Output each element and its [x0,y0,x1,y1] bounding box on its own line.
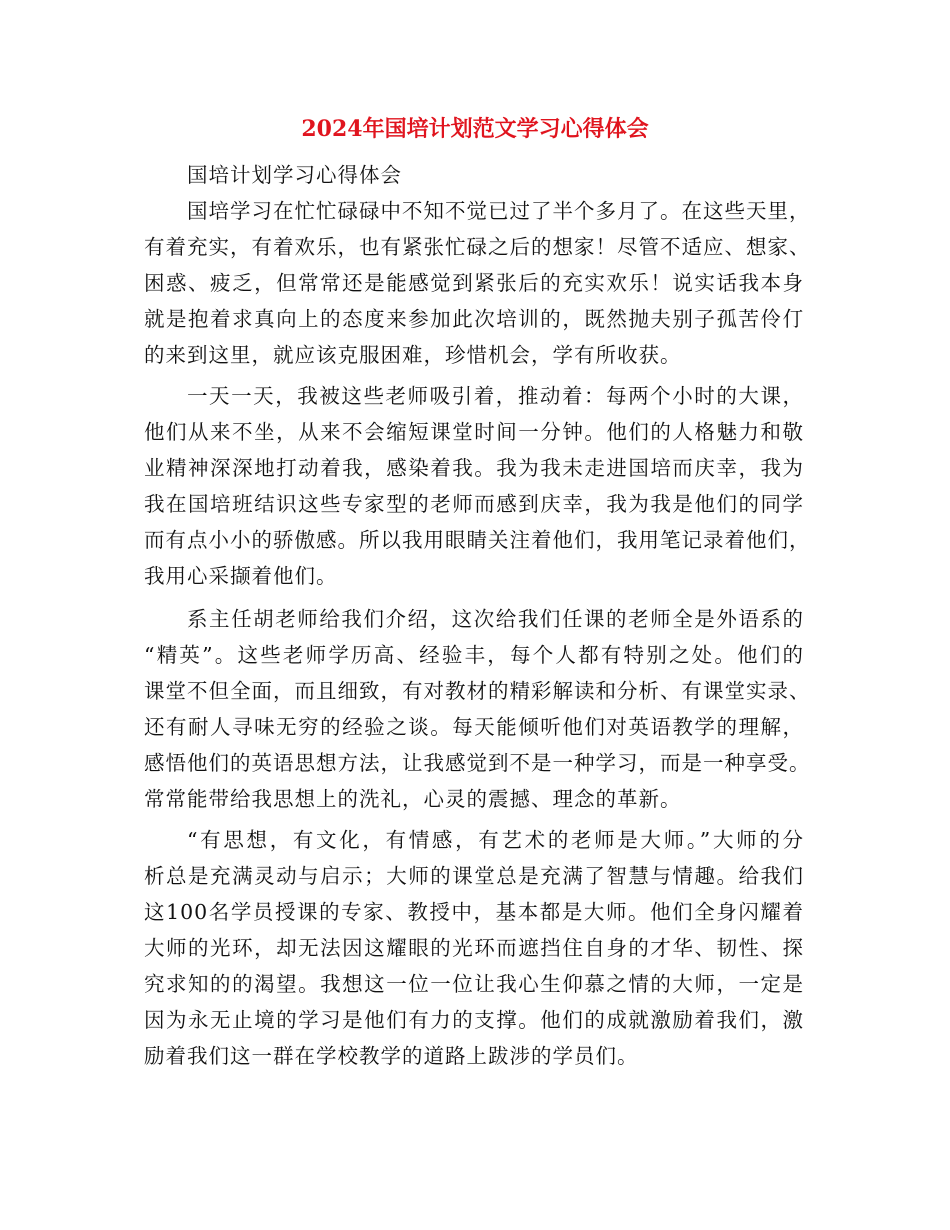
text-line: 有着充实，有着欢乐，也有紧张忙碌之后的想家！尽管不适应、想家、 [144,235,811,259]
text-line: 我用心采撷着他们。 [144,564,338,588]
text-line: 而有点小小的骄傲感。所以我用眼睛关注着他们，我用笔记录着他们， [144,528,811,552]
text-line: 困惑、疲乏，但常常还是能感觉到紧张后的充实欢乐！说实话我本身 [144,271,804,295]
text-line: 还有耐人寻味无穷的经验之谈。每天能倾听他们对英语教学的理解， [144,715,804,739]
text-line: 他们从来不坐，从来不会缩短课堂时间一分钟。他们的人格魅力和敬 [144,420,804,444]
text-line: “有思想，有文化，有情感，有艺术的老师是大师。”大师的分 [187,828,804,852]
text-line: 一天一天，我被这些老师吸引着，推动着：每两个小时的大课， [187,384,804,408]
text-line: 的来到这里，就应该克服困难，珍惜机会，学有所收获。 [144,343,682,367]
text-line: 国培学习在忙忙碌碌中不知不觉已过了半个多月了。在这些天里， [187,199,811,223]
text-line: 析总是充满灵动与启示；大师的课堂总是充满了智慧与情趣。给我们 [144,864,804,888]
text-line: 究求知的的渴望。我想这一位一位让我心生仰慕之情的大师，一定是 [144,972,804,996]
text-line: 大师的光环，却无法因这耀眼的光环而遮挡住自身的才华、韧性、探 [144,936,804,960]
document-title: 2024年国培计划范文学习心得体会 [301,116,649,142]
text-line: 系主任胡老师给我们介绍，这次给我们任课的老师全是外语系的 [187,607,804,631]
text-line: 感悟他们的英语思想方法，让我感觉到不是一种学习，而是一种享受。 [144,751,811,775]
text-line: 业精神深深地打动着我，感染着我。我为我未走进国培而庆幸，我为 [144,456,804,480]
text-line: 励着我们这一群在学校教学的道路上跋涉的学员们。 [144,1044,639,1068]
text-line: 这100名学员授课的专家、教授中，基本都是大师。他们全身闪耀着 [144,900,804,924]
text-line: 因为永无止境的学习是他们有力的支撑。他们的成就激励着我们，激 [144,1008,804,1032]
subtitle-line: 国培计划学习心得体会 [187,163,402,187]
text-line: “精英”。这些老师学历高、经验丰，每个人都有特别之处。他们的 [144,643,804,667]
text-line: 课堂不但全面，而且细致，有对教材的精彩解读和分析、有课堂实录、 [144,679,811,703]
text-line: 我在国培班结识这些专家型的老师而感到庆幸，我为我是他们的同学 [144,492,804,516]
text-line: 常常能带给我思想上的洗礼，心灵的震撼、理念的革新。 [144,787,682,811]
text-line: 就是抱着求真向上的态度来参加此次培训的，既然抛夫别子孤苦伶仃 [144,307,804,331]
